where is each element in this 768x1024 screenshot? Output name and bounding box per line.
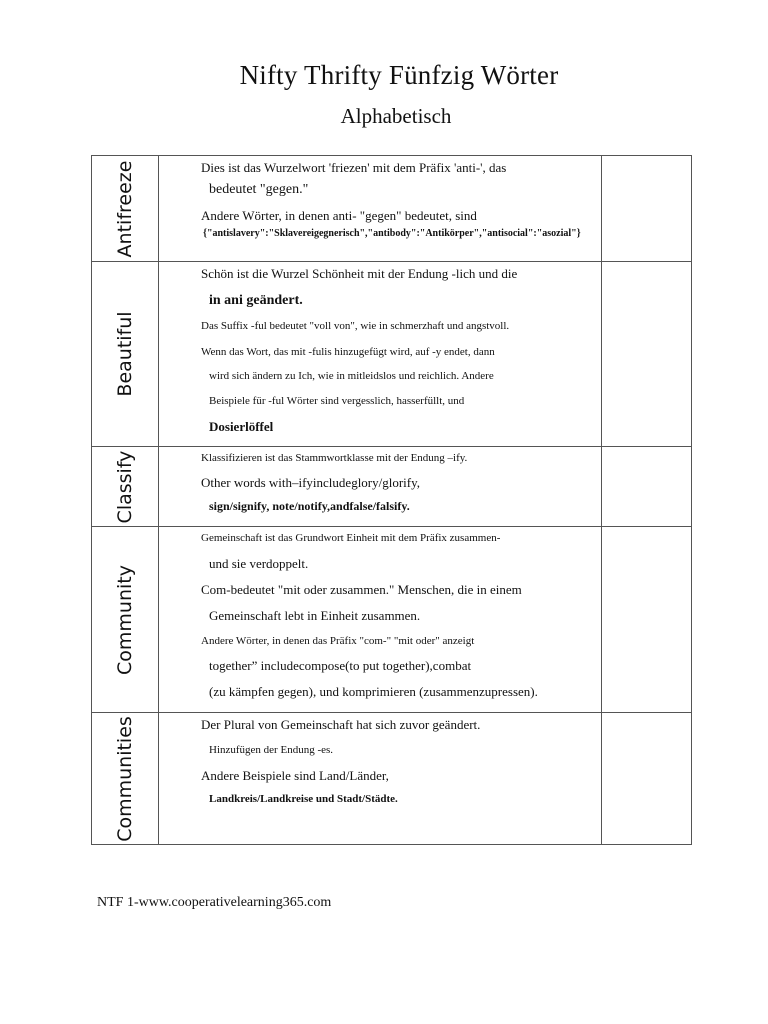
vocab-word: Communities (114, 715, 136, 842)
note-line: Der Plural von Gemeinschaft hat sich zuvor geändert. (201, 717, 481, 732)
word-cell (92, 262, 159, 447)
note-line: Wenn das Wort, das mit -fulis hinzugefügt wird, auf -y endet, dann (201, 346, 495, 358)
note-line: Beispiele für -ful Wörter sind vergesslich, hasserfüllt, und (209, 395, 465, 407)
notes-cell (159, 527, 602, 713)
note-line: wird sich ändern zu Ich, wie in mitleidslos und reichlich. Andere (209, 370, 494, 382)
vocab-word: Beautiful (114, 311, 136, 397)
vocab-word: Classify (114, 450, 136, 523)
table-row (92, 156, 692, 262)
table-row (92, 713, 692, 845)
notes-cell (159, 262, 602, 447)
note-line: Andere Beispiele sind Land/Länder, (201, 768, 389, 783)
note-line: und sie verdoppelt. (209, 556, 309, 571)
footer-source: NTF 1-www.cooperativelearning365.com (97, 895, 332, 910)
note-line: Dies ist das Wurzelwort 'friezen' mit dem Präfix 'anti-', das (201, 160, 507, 175)
notes-cell (159, 156, 602, 262)
note-line: Hinzufügen der Endung -es. (209, 744, 334, 756)
note-line: {"antislavery":"Sklavereigegnerisch","antibody":"Antikörper","antisocial":"asozial"} (203, 228, 581, 239)
note-line: Andere Wörter, in denen das Präfix "com-" "mit oder" anzeigt (201, 635, 475, 647)
notes-cell (159, 713, 602, 845)
blank-cell (602, 447, 692, 527)
page-title: Nifty Thrifty Fünfzig Wörter (239, 60, 559, 90)
word-cell (92, 527, 159, 713)
blank-cell (602, 156, 692, 262)
table-row (92, 447, 692, 527)
note-line: sign/signify, note/notify,andfalse/falsify. (209, 499, 410, 513)
note-line: Schön ist die Wurzel Schönheit mit der Endung -lich und die (201, 266, 518, 281)
note-line: Gemeinschaft ist das Grundwort Einheit mit dem Präfix zusammen- (201, 532, 501, 544)
blank-cell (602, 713, 692, 845)
word-cell (92, 156, 159, 262)
table-row (92, 262, 692, 447)
word-cell (92, 447, 159, 527)
table-row (92, 527, 692, 713)
note-line: Com-bedeutet "mit oder zusammen." Menschen, die in einem (201, 582, 522, 597)
note-line: in ani geändert. (209, 293, 303, 308)
word-cell (92, 713, 159, 845)
note-line: together” includecompose(to put together),combat (209, 658, 472, 673)
note-line: Andere Wörter, in denen anti- "gegen" bedeutet, sind (201, 208, 477, 223)
vocab-word: Antifreeze (114, 160, 136, 257)
page-subtitle: Alphabetisch (340, 104, 452, 128)
vocab-word: Community (114, 564, 136, 675)
note-line: bedeutet "gegen." (209, 182, 309, 197)
note-line: (zu kämpfen gegen), und komprimieren (zusammenzupressen). (209, 684, 538, 699)
note-line: Other words with–ifyincludeglory/glorify, (201, 475, 421, 490)
blank-cell (602, 527, 692, 713)
notes-cell (159, 447, 602, 527)
note-line: Gemeinschaft lebt in Einheit zusammen. (209, 608, 421, 623)
note-line: Klassifizieren ist das Stammwortklasse mit der Endung –ify. (201, 452, 468, 464)
blank-cell (602, 262, 692, 447)
note-line: Landkreis/Landkreise und Stadt/Städte. (209, 793, 398, 805)
note-line: Dosierlöffel (209, 419, 274, 434)
note-line: Das Suffix -ful bedeutet "voll von", wie in schmerzhaft und angstvoll. (201, 320, 510, 332)
vocabulary-table (91, 155, 692, 845)
